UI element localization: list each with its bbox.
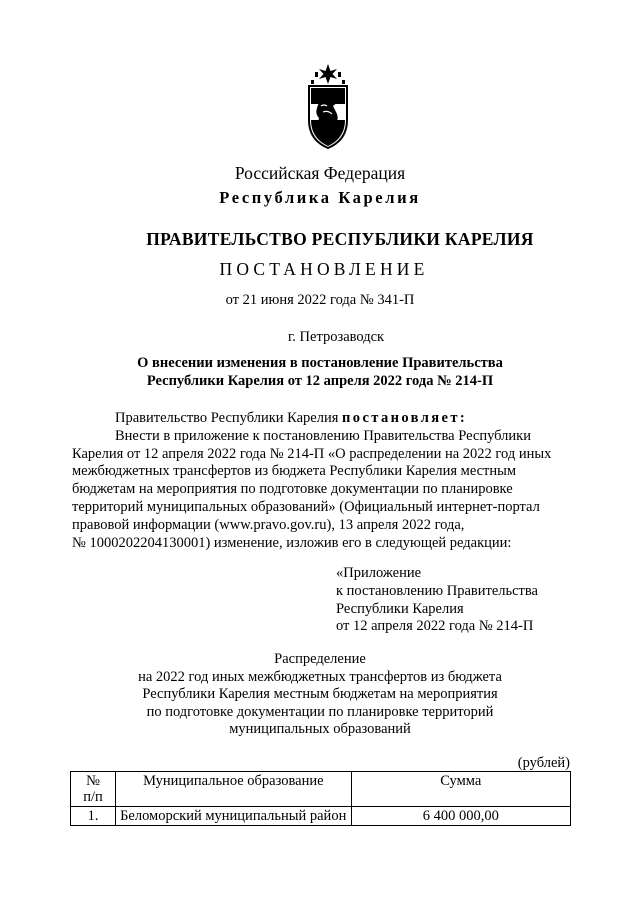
row-municipality: Беломорский муниципальный район <box>116 807 351 826</box>
appendix-line: от 12 апреля 2022 года № 214-П <box>336 618 534 635</box>
distribution-title-line: на 2022 год иных межбюджетных трансфертов из бюджета <box>138 668 502 685</box>
decree-subject <box>70 354 570 390</box>
amendment-paragraph-line: Карелия от 12 апреля 2022 года № 214-П «О распределении на 2022 год иных <box>72 445 552 462</box>
appendix-line: к постановлению Правительства <box>336 582 538 599</box>
header-municipality: Муниципальное образование <box>116 772 351 807</box>
currency-note: (рублей) <box>517 755 570 771</box>
decree-date: от 21 июня 2022 года № 341-П <box>225 292 415 308</box>
resolution-lead: Правительство Республики Карелия <box>115 410 343 426</box>
header-number <box>71 772 116 807</box>
distribution-title-line: муниципальных образований <box>229 721 411 738</box>
amendment-paragraph-line: межбюджетных трансфертов из бюджета Республики Карелия местным <box>72 463 517 480</box>
resolution-verb: постановляет: <box>342 410 468 426</box>
republic-name: Республика Карелия <box>219 188 421 207</box>
distribution-table <box>70 771 571 826</box>
header-number-line: п/п <box>83 789 103 805</box>
subject-line: Республики Карелия от 12 апреля 2022 года № 214-П <box>146 373 494 389</box>
distribution-title-line: Республики Карелия местным бюджетам на мероприятия <box>142 686 498 703</box>
amendment-paragraph-line: № 1000202204130001) изменение, изложив его в следующей редакции: <box>72 534 512 551</box>
amendment-paragraph-line: бюджетам на мероприятия по подготовке документации по планировке <box>72 481 513 498</box>
row-amount: 6 400 000,00 <box>351 807 570 826</box>
decree-body <box>72 410 572 552</box>
distribution-title <box>80 651 560 739</box>
amendment-paragraph-line: Внести в приложение к постановлению Правительства Республики <box>115 427 531 444</box>
decree-city: г. Петрозаводск <box>288 329 385 345</box>
header-amount: Сумма <box>351 772 570 807</box>
distribution-title-line: Распределение <box>274 651 366 667</box>
row-number: 1. <box>71 807 116 826</box>
table-row <box>71 807 571 826</box>
decree-type: ПОСТАНОВЛЕНИЕ <box>219 259 429 279</box>
table-header-row <box>71 772 571 807</box>
country-name: Российская Федерация <box>234 163 406 183</box>
header-number-line: № <box>86 773 100 789</box>
government-title: ПРАВИТЕЛЬСТВО РЕСПУБЛИКИ КАРЕЛИЯ <box>146 229 534 249</box>
appendix-header <box>336 565 596 636</box>
resolution-paragraph <box>72 410 572 428</box>
amendment-paragraph-line: территорий муниципальных образований» (Официальный интернет-портал <box>72 498 540 515</box>
subject-line: О внесении изменения в постановление Правительства <box>137 355 503 371</box>
amendment-paragraph-line: правовой информации (www.pravo.gov.ru), 13 апреля 2022 года, <box>72 516 465 533</box>
appendix-line: Республики Карелия <box>336 600 464 617</box>
coat-of-arms-icon <box>301 62 355 150</box>
distribution-title-line: по подготовке документации по планировке территорий <box>146 703 494 720</box>
appendix-line: «Приложение <box>336 565 422 581</box>
